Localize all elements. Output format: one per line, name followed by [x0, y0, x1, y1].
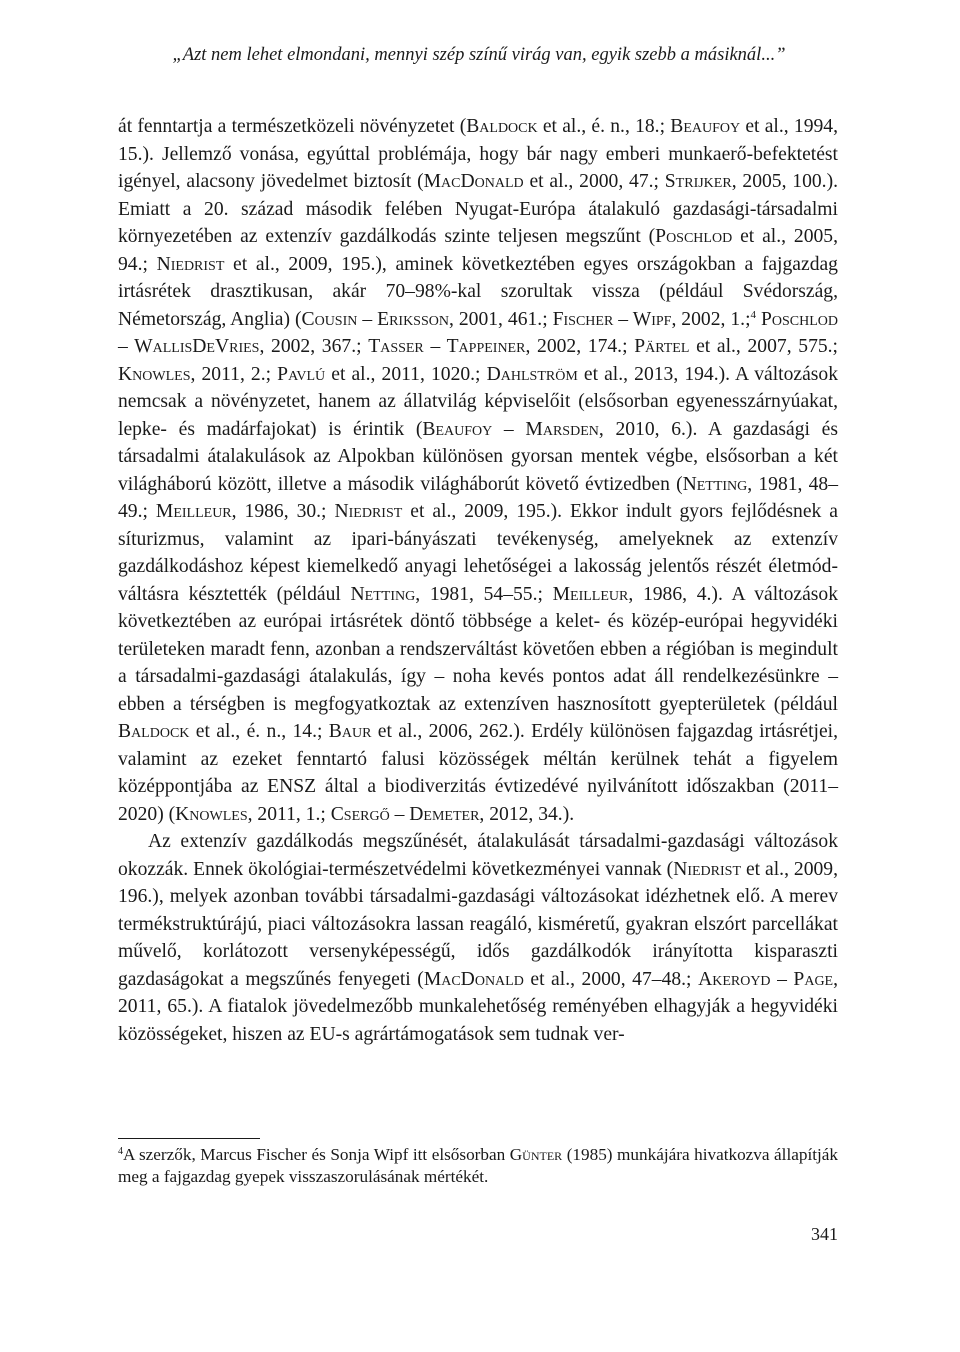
- text-run: , 2012, 34.).: [479, 803, 575, 825]
- running-header: „Azt nem lehet elmondani, mennyi szép színű virág van, egyik szebb a másiknál...”: [172, 45, 786, 65]
- author-citation: Strijker: [664, 171, 732, 192]
- author-citation: Baur: [328, 721, 372, 742]
- footnote-separator: [118, 1138, 260, 1139]
- text-run: et al., é. n., 14.;: [189, 721, 329, 742]
- footnote-4: [118, 1144, 838, 1188]
- author-citation: Niedrist: [156, 253, 225, 275]
- author-citation: Pavlú: [277, 363, 326, 385]
- text-run: , 1981, 54–55.;: [415, 583, 553, 605]
- text-run: et al., 1994, 15.). Jellemző vonása, egyúttal problémája, hogy bár nagy emberi munkaerő-befektetést igényel, alacsony jövedelmet biztosít (: [118, 116, 839, 192]
- author-citation: Netting: [682, 473, 748, 495]
- text-run: et al., 2011, 1020.;: [325, 363, 487, 385]
- author-citation: Meilleur: [155, 501, 232, 522]
- text-run: et al., 2009, 195.), aminek következtében egyes országokban a fajgazdag irtásrétek drasztikusan, akár 70–98%-kal szorultak vissza (például Svédország, Németország, Anglia) (: [118, 253, 838, 330]
- author-citation: Niedrist: [673, 858, 741, 880]
- author-citation: Cousin – Eriksson: [301, 308, 449, 330]
- text-run: , 2005, 100.). Emiatt a 20. század második felében Nyugat-Európa átalakuló gazdasági-társadalmi környezetében az extenzív gazdálkodás szinte teljesen megszűnt (: [118, 171, 838, 247]
- author-citation: Poschlod – WallisDeVries: [118, 308, 839, 357]
- text-run: , 2002, 174.;: [525, 336, 635, 357]
- author-citation: MacDonald: [423, 968, 524, 990]
- author-citation: Poschlod: [655, 226, 733, 247]
- text-run: et al., 2006, 262.). Erdély különösen fajgazdag irtásrétjei, valamint az ezeket fenntartó falusi közösségek méltán kerülnek tehát a figyelem középpontjába az ENSZ által a biodiverzitás évtizedévé nyilvánított időszakban (2011–2020) (: [118, 721, 838, 825]
- text-run: (1985) munkájára hivatkozva állapítják meg a fajgazdag gyepek visszaszorulásának mértékét.: [118, 1145, 838, 1186]
- author-citation: Akeroyd – Page: [698, 968, 834, 990]
- text-run: et al., 2009, 195.). Ekkor indult gyors fejlődésnek a síturizmus, valamint az ipari-bányászati tevékenység, amelyeknek az extenzív gazdálkodáshoz képest kiemelkedő anyagi lehetőségei a lakosság jelentős részét életmód-váltásra késztették (például: [118, 501, 838, 605]
- paragraph-1: [118, 113, 838, 828]
- text-run: et al., é. n., 18.;: [537, 116, 671, 137]
- text-run: , 1981, 48–49.;: [118, 473, 839, 522]
- text-run: , 2002, 367.;: [259, 336, 369, 357]
- author-citation: Niedrist: [334, 501, 403, 522]
- author-citation: Günter: [509, 1145, 563, 1164]
- text-run: , 2010, 6.). A gazdasági és társadalmi átalakulások az Alpokban különösen gyorsan mentek végbe, elsősorban a két világháború között, illetve a második világháborút követő évtizedben (: [118, 418, 839, 495]
- author-citation: Tasser – Tappeiner: [368, 336, 526, 357]
- author-citation: Fischer – Wipf: [552, 308, 672, 330]
- text-run: et al., 2000, 47–48.;: [523, 968, 699, 990]
- text-run: et al., 2009, 196.), melyek azonban további társadalmi-gazdasági változásokat idézhetnek elő. A merev termékstruktúrájú, piaci változásokra lassan reagáló, kisméretű, gyakran elszórt parcellákat művelő, korlátozott versenyképességű, idős gazdálkodók irányította kisparaszti gazdaságokat a megszűnés fenyegeti (: [118, 858, 838, 990]
- text-run: át fenntartja a természetközeli növényzetet (: [118, 116, 467, 137]
- author-citation: Meilleur: [552, 583, 629, 605]
- author-citation: Knowles: [175, 803, 248, 825]
- footnote-reference[interactable]: 4: [750, 308, 757, 321]
- text-run: , 1986, 4.). A változások következtében az európai irtásrétek döntő többsége a kelet- és közép-európai hegyvidéki területeken maradt fenn, azonban a rendszerváltást követően ebben a régióban is megindult a társadalmi-gazdasági átalakulás, így – noha kevés pontos adat áll rendelkezésünkre – ebben a térségben is megfogyatkoztak az extenzíven hasznosított gyepterületek (például: [118, 583, 838, 715]
- author-citation: Beaufoy: [670, 116, 741, 137]
- text-run: Az extenzív gazdálkodás megszűnését, átalakulását társadalmi-gazdasági változások okozzák. Ennek ökológiai-természetvédelmi következményei vannak (: [118, 831, 838, 880]
- text-run: A szerzők, Marcus Fischer és Sonja Wipf itt elsősorban: [123, 1145, 510, 1164]
- author-citation: Dahlström: [486, 363, 578, 385]
- text-run: , 1986, 30.;: [231, 501, 335, 522]
- author-citation: Baldock: [466, 116, 538, 137]
- author-citation: Baldock: [118, 721, 190, 742]
- main-text: [118, 113, 838, 1048]
- author-citation: Knowles: [118, 363, 191, 385]
- text-run: , 2011, 2.;: [190, 363, 278, 385]
- text-run: et al., 2005, 94.;: [118, 226, 838, 275]
- text-run: et al., 2000, 47.;: [523, 171, 665, 192]
- author-citation: Netting: [350, 583, 416, 605]
- text-run: , 2001, 461.;: [448, 308, 553, 330]
- page-number: 341: [811, 1224, 838, 1244]
- text-run: et al., 2013, 194.). A változások nemcsak a növényzetet, hanem az állatvilág képviselőit (elsősorban egyenesszárnyúakat, lepke- és madárfajokat) is érintik (: [118, 363, 839, 440]
- author-citation: Pärtel: [634, 336, 690, 357]
- author-citation: Csergő – Demeter: [330, 803, 480, 825]
- text-run: , 2011, 1.;: [247, 803, 331, 825]
- text-run: , 2002, 1.;: [671, 308, 751, 330]
- footnote-number: 4: [118, 1146, 123, 1157]
- paragraph-2: [118, 828, 838, 1048]
- text-run: et al., 2007, 575.;: [689, 336, 839, 357]
- text-run: , 2011, 65.). A fiatalok jövedelmezőbb munkalehetőség reményében elhagyják a hegyvidéki közösségeket, hiszen az EU-s agrártámogatások sem tudnak ver-: [118, 968, 839, 1045]
- author-citation: MacDonald: [423, 171, 524, 192]
- author-citation: Beaufoy – Marsden: [422, 418, 599, 440]
